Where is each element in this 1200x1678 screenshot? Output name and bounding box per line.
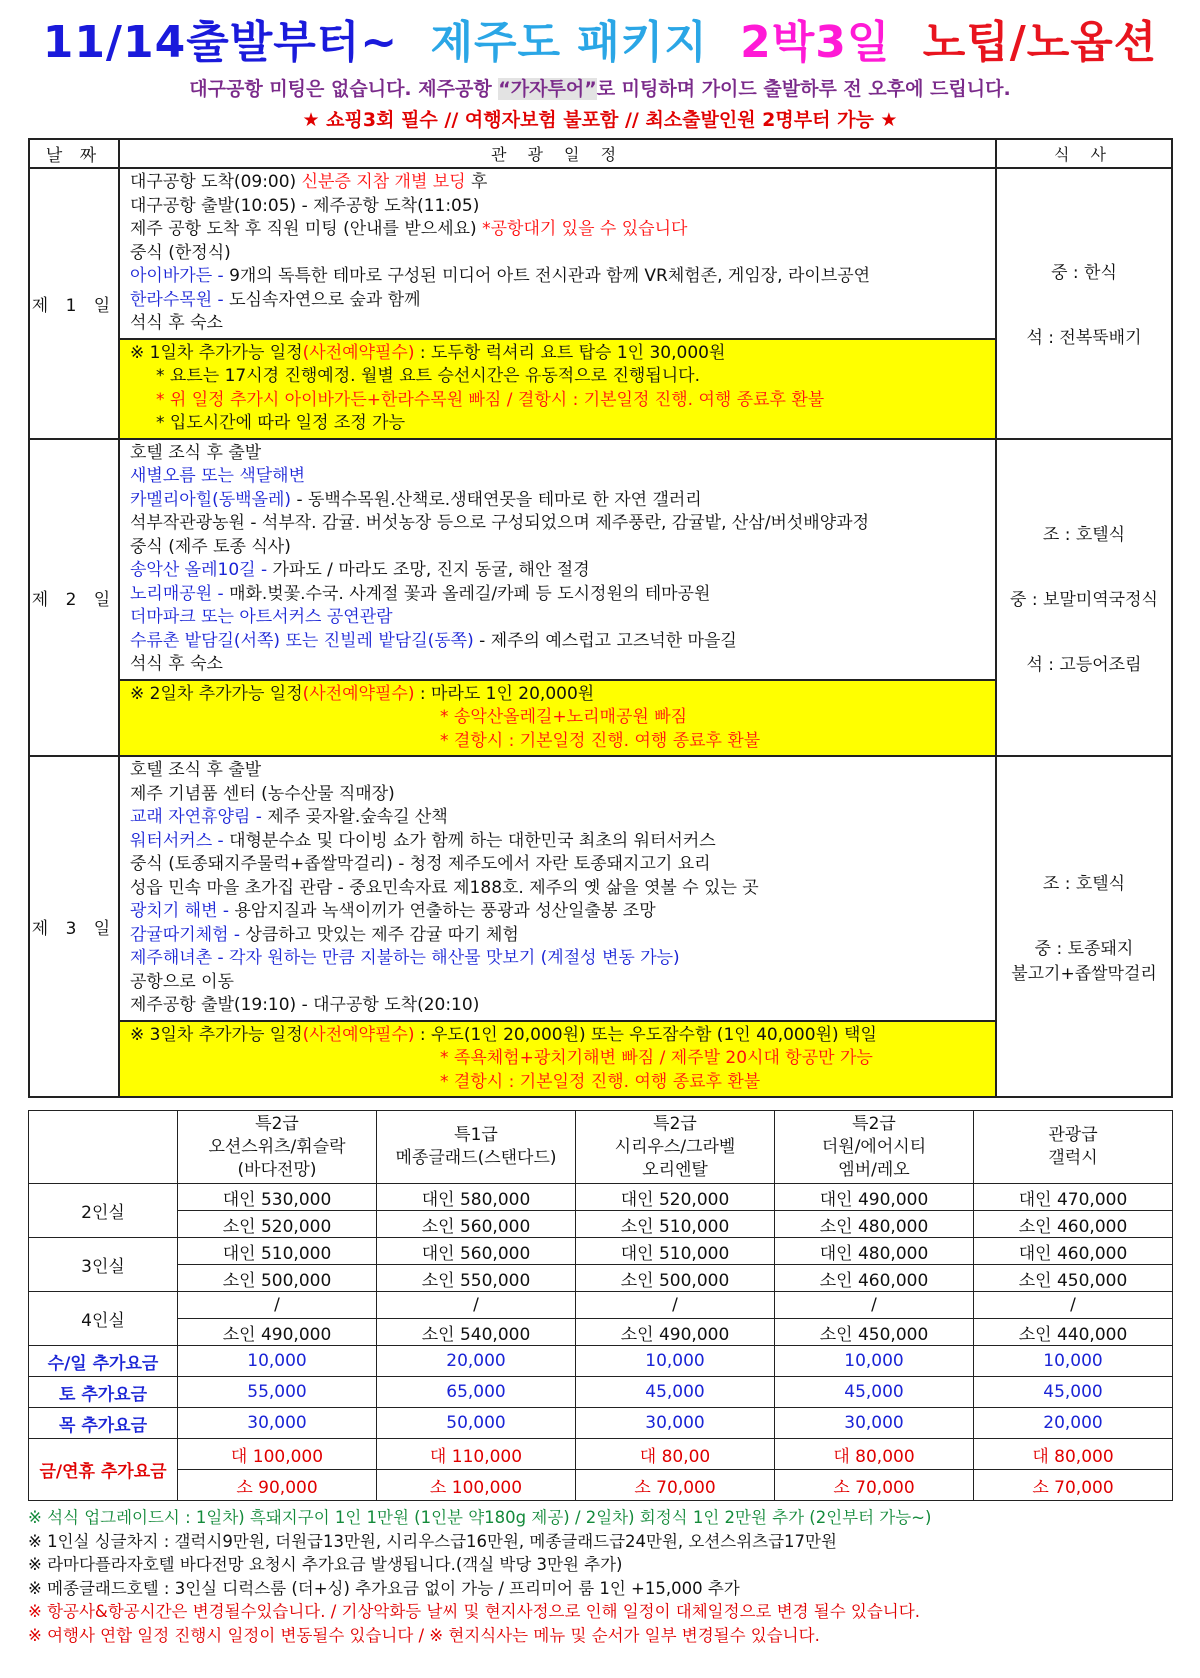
hotel-header: 특2급 오션스위츠/휘슬락 (바다전망) xyxy=(178,1111,377,1184)
price-cell: 소인 450,000 xyxy=(775,1319,974,1346)
price-cell: / xyxy=(775,1292,974,1319)
price-cell: 소인 560,000 xyxy=(377,1211,576,1238)
attraction-name: 새별오름 또는 색달해변 xyxy=(130,466,306,486)
hotel-header: 관광급 갤럭시 xyxy=(974,1111,1173,1184)
meal-item: 중 : 보말미역국정식 xyxy=(1010,589,1158,610)
line-text: : 마라도 1인 20,000원 xyxy=(414,683,595,704)
holiday-surcharge-cell: 대 80,000 xyxy=(775,1439,974,1470)
line-text: 제주 곶자왈.숲속길 산책 xyxy=(267,807,448,827)
line-highlight: * 송악산올레길+노리매공원 빠짐 xyxy=(440,707,688,727)
line-text: 9개의 독특한 테마로 구성된 미디어 아트 전시관과 함께 VR체험존, 게임장, 라이브공연 xyxy=(229,266,871,286)
line-text: 석부작관광농원 - 석부작. 감귤. 버섯농장 등으로 구성되었으며 제주풍란, 감귤밭, 산삼/버섯배양과정 xyxy=(130,513,869,533)
note-line: ※ 석식 업그레이드시 : 1일차) 흑돼지구이 1인 1만원 (1인분 약180g 제공) / 2일차) 회정식 1인 2만원 추가 (2인부터 가능~) xyxy=(28,1508,932,1527)
price-table xyxy=(28,1110,1173,1501)
day-itinerary xyxy=(119,439,996,757)
room-type-label: 3인실 xyxy=(29,1238,178,1292)
surcharge-cell: 10,000 xyxy=(974,1346,1173,1377)
day-row xyxy=(29,756,1172,1097)
itinerary-line xyxy=(130,759,985,783)
itinerary-line xyxy=(130,195,985,219)
price-cell: 소인 540,000 xyxy=(377,1319,576,1346)
price-header-row xyxy=(29,1111,1173,1184)
price-cell: 소인 480,000 xyxy=(775,1211,974,1238)
holiday-surcharge-cell: 대 80,000 xyxy=(974,1439,1173,1470)
line-text: - 동백수목원.산책로.생태연못을 테마로 한 자연 갤러리 xyxy=(291,489,702,510)
optional-line xyxy=(130,1071,985,1095)
header-itinerary: 관 광 일 정 xyxy=(119,139,996,168)
schedule-header-row xyxy=(29,139,1172,168)
line-highlight: 신분증 지참 개별 보딩 xyxy=(301,172,466,192)
surcharge-cell: 55,000 xyxy=(178,1377,377,1408)
price-row xyxy=(29,1265,1173,1292)
holiday-surcharge-cell: 대 110,000 xyxy=(377,1439,576,1470)
title-notip: 노팁/노옵션 xyxy=(922,17,1158,68)
price-cell: 소인 460,000 xyxy=(974,1211,1173,1238)
line-text: : 도두항 럭셔리 요트 탑승 1인 30,000원 xyxy=(414,342,726,363)
price-row xyxy=(29,1238,1173,1265)
day-meals xyxy=(996,756,1172,1097)
surcharge-row xyxy=(29,1346,1173,1377)
line-text: ※ 3일차 추가가능 일정 xyxy=(130,1024,303,1045)
attraction-name: 한라수목원 - xyxy=(130,289,230,310)
schedule-table xyxy=(28,138,1173,1098)
day-itinerary xyxy=(119,168,996,439)
notes-section xyxy=(28,1506,1178,1647)
line-text: * 요트는 17시경 진행예정. 월별 요트 승선시간은 유동적으로 진행됩니다. xyxy=(156,366,700,386)
itinerary-line xyxy=(130,630,985,654)
itinerary-line xyxy=(130,559,985,583)
line-highlight: * 결항시 : 기본일정 진행. 여행 종료후 환불 xyxy=(440,1071,761,1092)
itinerary-line xyxy=(130,465,985,489)
itinerary-line xyxy=(130,971,985,995)
line-text: ※ 2일차 추가가능 일정 xyxy=(130,683,303,704)
itinerary-lines xyxy=(120,440,995,679)
note-line: ※ 라마다플라자호텔 바다전망 요청시 추가요금 발생됩니다.(객실 박당 3만원 추가) xyxy=(28,1555,623,1574)
itinerary-line xyxy=(130,312,985,336)
attraction-name: 송악산 올레10길 - xyxy=(130,560,268,580)
line-text: 석식 후 숙소 xyxy=(130,313,223,333)
itinerary-line xyxy=(130,442,985,466)
meal-item: 석 : 전복뚝배기 xyxy=(1026,328,1142,349)
optional-schedule-box xyxy=(120,1020,995,1097)
price-row xyxy=(29,1211,1173,1238)
holiday-surcharge-cell: 소 70,000 xyxy=(974,1470,1173,1501)
line-text: 가파도 / 마라도 조망, 진지 동굴, 해안 절경 xyxy=(267,560,590,580)
meal-item: 석 : 고등어조림 xyxy=(1026,654,1142,675)
line-text: 상큼하고 맛있는 제주 감귤 따기 체험 xyxy=(245,924,519,945)
price-row xyxy=(29,1292,1173,1319)
line-highlight: * 결항시 : 기본일정 진행. 여행 종료후 환불 xyxy=(440,730,761,751)
day-label: 제 2 일 xyxy=(29,439,119,757)
itinerary-lines xyxy=(120,169,995,338)
itinerary-line xyxy=(130,242,985,266)
surcharge-cell: 30,000 xyxy=(576,1408,775,1439)
surcharge-label: 수/일 추가요금 xyxy=(29,1346,178,1377)
line-text: 대구공항 도착(09:00) xyxy=(130,172,302,192)
title-duration: 2박3일 xyxy=(740,17,891,68)
itinerary-line xyxy=(130,606,985,630)
line-text: 제주 공항 도착 후 직원 미팅 (안내를 받으세요) xyxy=(130,219,483,239)
surcharge-label: 토 추가요금 xyxy=(29,1377,178,1408)
price-cell: / xyxy=(576,1292,775,1319)
price-cell: / xyxy=(974,1292,1173,1319)
surcharge-row xyxy=(29,1408,1173,1439)
holiday-surcharge-cell: 소 70,000 xyxy=(775,1470,974,1501)
surcharge-cell: 20,000 xyxy=(377,1346,576,1377)
price-cell: 대인 560,000 xyxy=(377,1238,576,1265)
itinerary-lines xyxy=(120,757,995,1020)
line-text: 용암지질과 녹색이끼가 연출하는 풍광과 성산일출봉 조망 xyxy=(234,901,656,921)
itinerary-line xyxy=(130,536,985,560)
price-cell: 대인 520,000 xyxy=(576,1184,775,1211)
attraction-name: 교래 자연휴양림 - xyxy=(130,807,268,827)
header-date: 날 짜 xyxy=(29,139,119,168)
surcharge-cell: 50,000 xyxy=(377,1408,576,1439)
page-header xyxy=(0,6,1200,132)
itinerary-line xyxy=(130,830,985,854)
day-label: 제 3 일 xyxy=(29,756,119,1097)
attraction-name: 카멜리아힐(동백올레) xyxy=(130,489,292,510)
surcharge-cell: 65,000 xyxy=(377,1377,576,1408)
line-text: 석식 후 숙소 xyxy=(130,654,223,674)
optional-line xyxy=(130,683,985,707)
meal-item: 조 : 호텔식 xyxy=(1042,874,1126,894)
price-cell: 대인 530,000 xyxy=(178,1184,377,1211)
meal-item: 조 : 호텔식 xyxy=(1042,524,1126,545)
price-cell: 대인 510,000 xyxy=(178,1238,377,1265)
surcharge-cell: 30,000 xyxy=(178,1408,377,1439)
line-highlight: (사전예약필수) xyxy=(302,683,415,704)
header-meals: 식 사 xyxy=(996,139,1172,168)
itinerary-line xyxy=(130,900,985,924)
price-cell: / xyxy=(178,1292,377,1319)
line-text: 호텔 조식 후 출발 xyxy=(130,442,262,463)
itinerary-line xyxy=(130,877,985,901)
attraction-name: 더마파크 또는 아트서커스 공연관람 xyxy=(130,607,393,627)
line-text: ※ 1일차 추가가능 일정 xyxy=(130,342,303,363)
line-text: 성읍 민속 마을 초가집 관람 - 중요민속자료 제188호. 제주의 옛 삶을 엿볼 수 있는 곳 xyxy=(130,877,759,898)
surcharge-cell: 20,000 xyxy=(974,1408,1173,1439)
holiday-surcharge-cell: 대 100,000 xyxy=(178,1439,377,1470)
optional-line xyxy=(130,412,985,436)
day-label: 제 1 일 xyxy=(29,168,119,439)
attraction-name: 감귤따기체험 - xyxy=(130,924,246,945)
line-text: 중식 (한정식) xyxy=(130,242,231,263)
meeting-notice xyxy=(0,74,1200,101)
day-meals xyxy=(996,439,1172,757)
note-line: ※ 1인실 싱글차지 : 갤럭시9만원, 더원급13만원, 시리우스급16만원, 메종글래드급24만원, 오션스위츠급17만원 xyxy=(28,1531,837,1551)
optional-line xyxy=(130,706,985,730)
price-cell: / xyxy=(377,1292,576,1319)
itinerary-line xyxy=(130,489,985,513)
line-text: 호텔 조식 후 출발 xyxy=(130,760,262,780)
price-cell: 대인 460,000 xyxy=(974,1238,1173,1265)
hotel-header: 특1급 메종글래드(스탠다드) xyxy=(377,1111,576,1184)
meal-item: 중 : 토종돼지 불고기+좁쌀막걸리 xyxy=(1011,939,1157,984)
note-line: ※ 여행사 연합 일정 진행시 일정이 변동될수 있습니다 / ※ 현지식사는 메뉴 및 순서가 일부 변경될수 있습니다. xyxy=(28,1625,820,1645)
hotel-header: 특2급 시리우스/그라벨 오리엔탈 xyxy=(576,1111,775,1184)
meal-item: 중 : 한식 xyxy=(1051,263,1117,284)
itinerary-line xyxy=(130,583,985,607)
note-line: ※ 메종글래드호텔 : 3인실 디럭스룸 (더+싱) 추가요금 없이 가능 / 프리미어 룸 1인 +15,000 추가 xyxy=(28,1578,740,1598)
hotel-header: 특2급 더원/에어시티 엠버/레오 xyxy=(775,1111,974,1184)
price-cell: 소인 460,000 xyxy=(775,1265,974,1292)
line-text: 대형분수쇼 및 다이빙 쇼가 함께 하는 대한민국 최초의 워터서커스 xyxy=(229,830,716,851)
itinerary-line xyxy=(130,783,985,807)
surcharge-cell: 30,000 xyxy=(775,1408,974,1439)
holiday-surcharge-row xyxy=(29,1470,1173,1501)
price-cell: 소인 550,000 xyxy=(377,1265,576,1292)
day-row xyxy=(29,439,1172,757)
itinerary-line xyxy=(130,806,985,830)
price-cell: 소인 440,000 xyxy=(974,1319,1173,1346)
line-text: * 입도시간에 따라 일정 조정 가능 xyxy=(156,413,406,433)
line-text: - 제주의 예스럽고 고즈넉한 마을길 xyxy=(473,630,737,651)
surcharge-cell: 10,000 xyxy=(576,1346,775,1377)
line-highlight: *공항대기 있을 수 있습니다 xyxy=(482,219,688,239)
price-cell: 소인 520,000 xyxy=(178,1211,377,1238)
price-row xyxy=(29,1319,1173,1346)
surcharge-cell: 45,000 xyxy=(775,1377,974,1408)
optional-line xyxy=(130,342,985,366)
line-text: 대구공항 출발(10:05) - 제주공항 도착(11:05) xyxy=(130,195,480,216)
line-text: 중식 (제주 토종 식사) xyxy=(130,536,291,557)
price-cell: 소인 510,000 xyxy=(576,1211,775,1238)
day-row xyxy=(29,168,1172,439)
optional-line xyxy=(130,1024,985,1048)
optional-schedule-box xyxy=(120,338,995,438)
optional-line xyxy=(130,730,985,754)
price-cell: 소인 490,000 xyxy=(178,1319,377,1346)
line-text: 매화.벚꽃.수국. 사계절 꽃과 올레길/카페 등 도시정원의 테마공원 xyxy=(229,583,711,604)
line-text: 중식 (토종돼지주물럭+좁쌀막걸리) - 청정 제주도에서 자란 토종돼지고기 요리 xyxy=(130,854,711,874)
note-line: ※ 항공사&항공시간은 변경될수있습니다. / 기상악화등 날씨 및 현지사정으로 인해 일정이 대체일정으로 변경 될수 있습니다. xyxy=(28,1602,920,1621)
page-title xyxy=(0,6,1200,70)
holiday-surcharge-label: 금/연휴 추가요금 xyxy=(29,1439,178,1501)
optional-line xyxy=(130,389,985,413)
title-package: 제주도 패키지 xyxy=(430,17,708,68)
optional-line xyxy=(130,365,985,389)
price-cell: 소인 500,000 xyxy=(178,1265,377,1292)
shopping-notice: ★ 쇼핑3회 필수 // 여행자보험 불포함 // 최소출발인원 2명부터 가능 ★ xyxy=(302,109,898,131)
room-type-label: 2인실 xyxy=(29,1184,178,1238)
holiday-surcharge-cell: 소 100,000 xyxy=(377,1470,576,1501)
surcharge-row xyxy=(29,1377,1173,1408)
itinerary-line xyxy=(130,947,985,971)
itinerary-line xyxy=(130,512,985,536)
price-row xyxy=(29,1184,1173,1211)
itinerary-line xyxy=(130,171,985,195)
attraction-name: 제주해녀촌 - 각자 원하는 만큼 지불하는 해산물 맛보기 (계절성 변동 가능) xyxy=(130,948,680,968)
line-highlight: (사전예약필수) xyxy=(302,342,415,363)
attraction-name: 워터서커스 - xyxy=(130,830,230,851)
price-cell: 대인 510,000 xyxy=(576,1238,775,1265)
line-text: 제주공항 출발(19:10) - 대구공항 도착(20:10) xyxy=(130,995,480,1015)
holiday-surcharge-cell: 소 90,000 xyxy=(178,1470,377,1501)
surcharge-cell: 10,000 xyxy=(178,1346,377,1377)
attraction-name: 수류촌 밭담길(서쪽) 또는 진빌레 밭담길(동쪽) xyxy=(130,630,474,651)
corner-cell xyxy=(29,1111,178,1184)
title-departure: 11/14출발부터~ xyxy=(42,17,399,68)
line-text: 후 xyxy=(465,172,488,192)
holiday-surcharge-cell: 소 70,000 xyxy=(576,1470,775,1501)
itinerary-line xyxy=(130,265,985,289)
room-type-label: 4인실 xyxy=(29,1292,178,1346)
meeting-notice-text: 대구공항 미팅은 없습니다. 제주공항 xyxy=(189,78,499,100)
itinerary-line xyxy=(130,289,985,313)
line-highlight: * 족욕체험+광치기해변 빠짐 / 제주발 20시대 항공만 가능 xyxy=(440,1048,873,1068)
price-cell: 대인 490,000 xyxy=(775,1184,974,1211)
attraction-name: 아이바가든 - xyxy=(130,266,230,286)
holiday-surcharge-cell: 대 80,00 xyxy=(576,1439,775,1470)
line-text: 제주 기념품 센터 (농수산물 직매장) xyxy=(130,783,395,804)
itinerary-line xyxy=(130,994,985,1018)
line-text: 도심속자연으로 숲과 함께 xyxy=(229,289,421,310)
surcharge-cell: 45,000 xyxy=(576,1377,775,1408)
optional-line xyxy=(130,1047,985,1071)
line-text: : 우도(1인 20,000원) 또는 우도잠수함 (1인 40,000원) 택일 xyxy=(414,1024,877,1045)
day-itinerary xyxy=(119,756,996,1097)
optional-schedule-box xyxy=(120,679,995,756)
day-meals xyxy=(996,168,1172,439)
price-cell: 대인 580,000 xyxy=(377,1184,576,1211)
meeting-notice-highlight: “가자투어” xyxy=(498,78,597,100)
price-cell: 소인 490,000 xyxy=(576,1319,775,1346)
surcharge-cell: 10,000 xyxy=(775,1346,974,1377)
line-highlight: (사전예약필수) xyxy=(302,1024,415,1045)
itinerary-line xyxy=(130,653,985,677)
itinerary-line xyxy=(130,924,985,948)
attraction-name: 노리매공원 - xyxy=(130,583,230,604)
holiday-surcharge-row xyxy=(29,1439,1173,1470)
line-text: 공항으로 이동 xyxy=(130,971,234,992)
price-cell: 소인 450,000 xyxy=(974,1265,1173,1292)
price-cell: 대인 470,000 xyxy=(974,1184,1173,1211)
itinerary-line xyxy=(130,218,985,242)
price-cell: 소인 500,000 xyxy=(576,1265,775,1292)
surcharge-cell: 45,000 xyxy=(974,1377,1173,1408)
meeting-notice-text-end: 로 미팅하며 가이드 출발하루 전 오후에 드립니다. xyxy=(596,78,1011,100)
line-highlight: * 위 일정 추가시 아이바가든+한라수목원 빠짐 / 결항시 : 기본일정 진행. 여행 종료후 환불 xyxy=(156,389,825,410)
surcharge-label: 목 추가요금 xyxy=(29,1408,178,1439)
attraction-name: 광치기 해변 - xyxy=(130,901,235,921)
itinerary-line xyxy=(130,853,985,877)
price-cell: 대인 480,000 xyxy=(775,1238,974,1265)
